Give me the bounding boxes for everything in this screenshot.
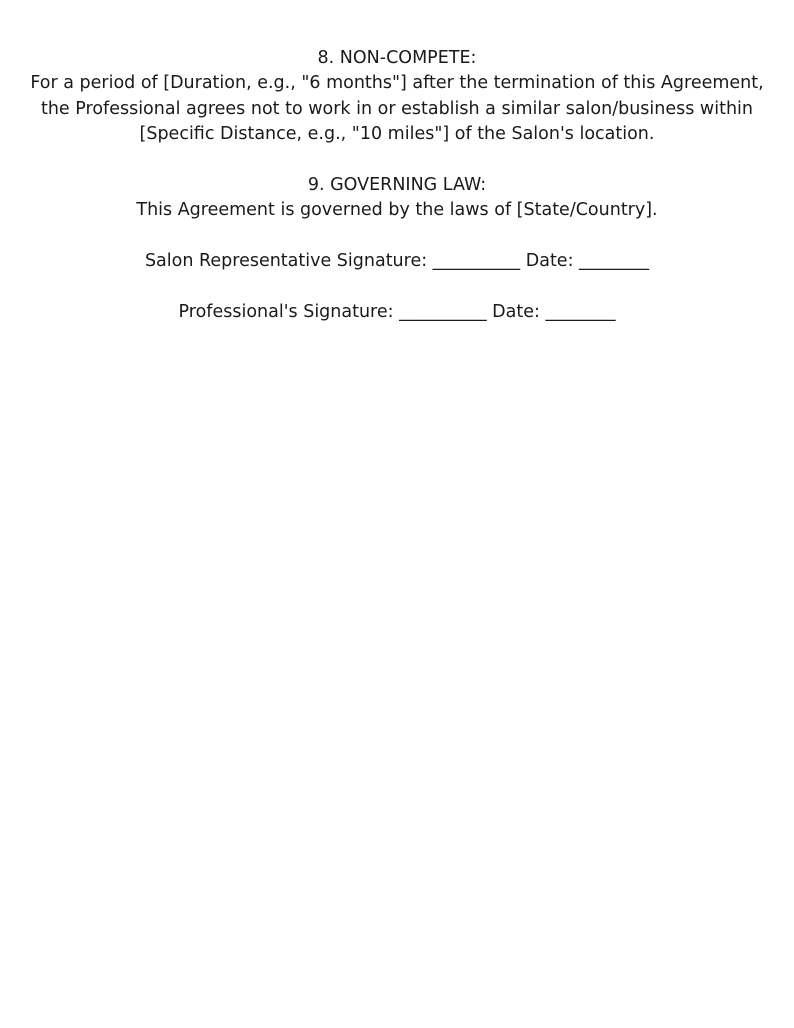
salon-representative-signature-line: Salon Representative Signature: __________ Date: ________ bbox=[144, 251, 650, 272]
section-governing-law bbox=[20, 173, 774, 224]
spacer bbox=[20, 275, 774, 300]
professional-signature-line: Professional's Signature: __________ Date: ________ bbox=[178, 302, 616, 323]
section-heading: 9. GOVERNING LAW: bbox=[307, 175, 487, 196]
section-text-line: This Agreement is governed by the laws of [State/Country]. bbox=[136, 200, 658, 221]
section-text-line: For a period of [Duration, e.g., "6 months"] after the termination of this Agreement, bbox=[30, 73, 764, 94]
section-non-compete bbox=[20, 46, 774, 148]
section-heading: 8. NON-COMPETE: bbox=[317, 48, 477, 68]
section-text-line: [Specific Distance, e.g., "10 miles"] of the Salon's location. bbox=[139, 124, 655, 145]
document-content bbox=[20, 46, 774, 325]
spacer bbox=[20, 224, 774, 249]
section-text-line: the Professional agrees not to work in or establish a similar salon/business within bbox=[40, 98, 754, 119]
spacer bbox=[20, 148, 774, 173]
